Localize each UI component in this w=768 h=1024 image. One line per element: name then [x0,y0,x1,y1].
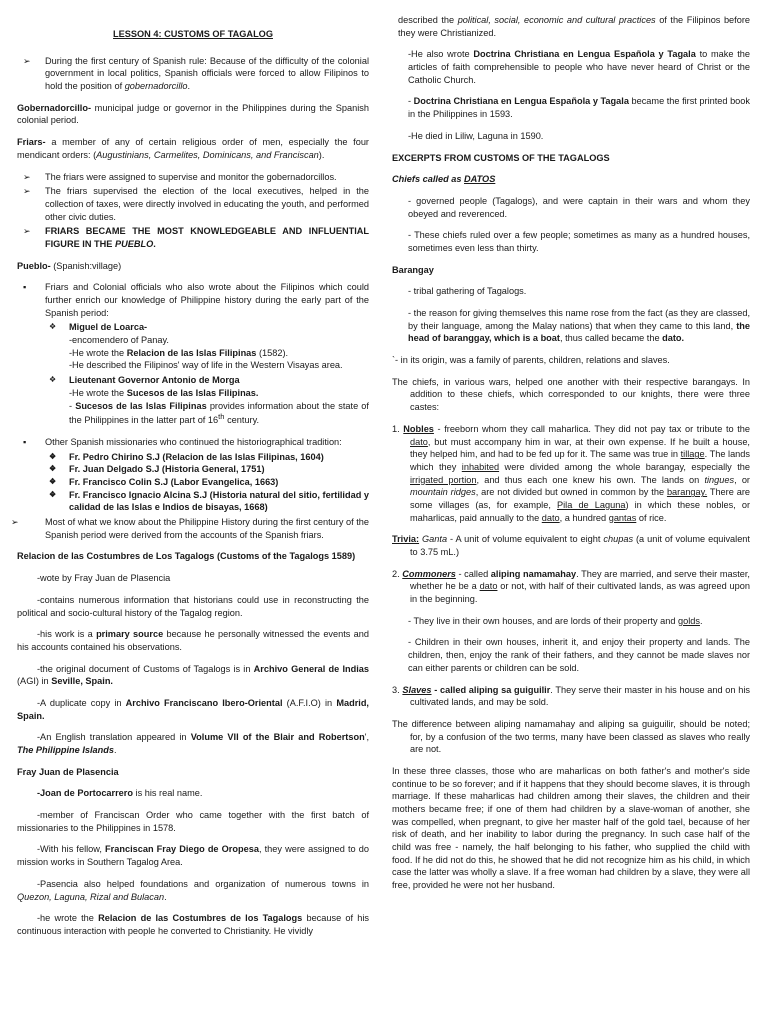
friar-points [17,171,369,251]
difference-paragraph: The difference between aliping namamahay and aliping sa guiguilir, should be noted; for, by a confusion of the two terms, many have been classed as slaves who really are not. [392,718,750,755]
gobernadorcillo-definition: Gobernadorcillo- municipal judge or governor in the Philippines during the Spanish colonial period. [17,102,369,126]
square-bullet-icon: ▪ [23,282,27,293]
chiefs-paragraph: The chiefs, in various wars, helped one another with their respective barangays. In addition to these chiefs, which corresponded to our knights, there were three castes: [392,376,750,413]
diamond-bullet-icon: ❖ [49,322,57,332]
list-item: ▪ Other Spanish missionaries who continued the historiographical tradition: ❖ Fr. Pedro Chirino S.J (Relacion de las Islas Filipinas, 1604) ❖ Fr. Juan Delgado S.J (Historia General, 1751) ❖ Fr. Francisco Colin S.J (Labor Evangelica, 1663) ❖ Fr. Francisco Ignacio Alcina S.J (Historia natural del sitio, fertilidad y calidad de las Islas e Indios de bisayas, 1668) [23,436,369,513]
classes-paragraph: In these three classes, those who are maharlicas on both father's and mother's side continue to be so forever; and if it happens that they should become slaves, it is through marriage. If these maharlicas had children among their slaves, the children and their mothers became free; if one of them had children by a slave-woman of another, she was compelled, when pregnant, to give her master half of the gold tael, because of her risk of death, and her inability to labor during the pregnancy. In such case half of the child was free - namely, the half belonging to his father, who supplied the child with food. If he did not do this, he showed that he did not recognize him as his child, in which case the latter was wholly a slave. If a free woman had children by a slave, they were all free, provided he were not her husband. [392,765,750,891]
diamond-bullet-icon: ❖ [49,464,57,474]
relacion-heading: Relacion de las Costumbres de Los Tagalogs (Customs of the Tagalogs 1589) [17,551,356,562]
barangay-line: - tribal gathering of Tagalogs. [408,286,527,297]
doctrina-line: - Doctrina Christiana en Lengua Española y Tagala became the first printed book in the Philippines in 1593. [408,96,750,120]
writers-list [17,281,369,427]
plasencia-line: -he wrote the Relacion de las Costumbres de los Tagalogs because of his continuous interaction with people he converted to Christianity. He vividly [17,913,369,936]
missionaries-list [17,436,369,514]
plasencia-line: -member of Franciscan Order who came together with the first batch of missionaries to the Philippines in 1578. [17,810,369,833]
continued-paragraph: described the political, social, economic and cultural practices of the Filipinos before they were Christianized. [398,15,750,38]
died-line: -He died in Liliw, Laguna in 1590. [408,130,544,141]
slaves-paragraph: 3. Slaves - called aliping sa guiguilir. They serve their master in his house and on his cultivated lands, and may be sold. [392,684,750,708]
left-column [11,14,370,947]
morga-line: -He wrote the Sucesos de las Islas Filipinas. [69,387,259,398]
arrow-bullet-icon: ➢ [11,517,19,528]
plasencia-heading: Fray Juan de Plasencia [17,766,119,777]
diamond-bullet-icon: ❖ [49,489,57,499]
writers-sublist [45,321,369,334]
excerpts-heading: EXCERPTS FROM CUSTOMS OF THE TAGALOGS [392,152,610,163]
plasencia-line: -With his fellow, Franciscan Fray Diego de Oropesa, they were assigned to do mission works in Southern Tagalog Area. [17,844,369,868]
arrow-bullet-icon: ➢ [23,171,31,182]
commoners-line: - Children in their own houses, inherit it, and enjoy their property and lands. The children, then, enjoy the rank of their fathers, and they cannot be made slaves nor can either parents or children can be sold. [408,637,750,673]
origin-line: `- in its origin, was a family of parents, children, relations and slaves. [392,355,670,366]
list-item: ▪ Friars and Colonial officials who also wrote about the Filipinos which could further enrich our knowledge of Philippine history during the early part of the Spanish period: ❖ Miguel de Loarca- -encomendero of Panay. -He wrote the Relacion de las Islas Filipinas (1582). -He described the Filipinos' way of life in the Western Visayas area. ❖ Lieutenant Governor Antonio de Morga -He wrote the Sucesos de las Islas Filipinas. - Sucesos de las Islas Filipinas provides information about the state of the Philippines in the latter part of 16th century. [23,282,369,426]
diamond-bullet-icon: ❖ [49,375,57,385]
writers-sublist [45,374,369,387]
arrow-bullet-icon: ➢ [23,186,31,197]
right-column [392,14,750,901]
relacion-line: -contains numerous information that historians could use in reconstructing the political and socio-cultural history of the Tagalog region. [17,594,369,618]
datos-line: - These chiefs ruled over a few people; sometimes as many as a hundred houses, sometimes even less than thirty. [408,230,750,253]
plasencia-line: -Pasencia also helped foundations and organization of numerous towns in Quezon, Laguna, Rizal and Bulacan. [17,878,369,902]
commoners-line: - They live in their own houses, and are lords of their property and golds. [408,615,703,626]
loarca-line: -encomendero of Panay. [69,335,169,346]
datos-line: - governed people (Tagalogs), and were captain in their wars and whom they obeyed and reverenced. [408,195,750,219]
relacion-line: -his work is a primary source because he personally witnessed the events and his accounts contained his observations. [17,629,369,652]
list-item: ➢ The friars supervised the election of the local executives, helped in the collection of taxes, were directly involved in educating the youth, and performed other civic duties. [23,186,369,222]
loarca-line: -He described the Filipinos' way of life in the Western Visayas area. [69,360,343,371]
barangay-line: - the reason for giving themselves this name rose from the fact (as they are classed, by their language, among the Malay nations) that when they came to this land, the head of baranggay, which is a boat, thus called became the dato. [408,308,750,344]
datos-heading: Chiefs called as DATOS [392,174,496,185]
commoners-paragraph: 2. Commoners - called aliping namamahay. They are married, and serve their master, whether he be a dato or not, with half of their cultivated lands, as was agreed upon in the beginning. [392,568,750,605]
relacion-line: -An English translation appeared in Volume VII of the Blair and Robertson', The Philippine Islands. [17,732,370,755]
list-item: ❖ Fr. Pedro Chirino S.J (Relacion de las Islas Filipinas, 1604) [49,451,324,462]
missionaries-sublist [45,451,369,514]
friars-definition: Friars- a member of any of certain religious order of men, especially the four mendicant orders: (Augustinians, Carmelites, Dominicans, and Franciscan). [17,137,369,160]
list-item: ➢ Most of what we know about the Philippine History during the first century of the Spanish period were derived from the accounts of the Spanish friars. [11,517,369,540]
barangay-heading: Barangay [392,264,434,275]
list-item: ❖ Lieutenant Governor Antonio de Morga [49,375,240,386]
doctrina-line: -He also wrote Doctrina Christiana en Lengua Española y Tagala to make the articles of faith comprehensible to people who have never heard of Christ or the Catholic Church. [408,49,750,85]
list-item: ❖ Fr. Francisco Ignacio Alcina S.J (Historia natural del sitio, fertilidad y calidad de las Islas e Indios de bisayas, 1668) [49,489,369,513]
lesson-title: LESSON 4: CUSTOMS OF TAGALOG [113,29,273,39]
loarca-line: -He wrote the Relacion de las Islas Filipinas (1582). [69,347,289,358]
diamond-bullet-icon: ❖ [49,477,57,486]
list-item: ➢ FRIARS BECAME THE MOST KNOWLEDGEABLE AND INFLUENTIAL FIGURE IN THE PUEBLO. [23,226,369,249]
list-item: ❖ Fr. Juan Delgado S.J (Historia General, 1751) [49,464,265,475]
plasencia-line: -Joan de Portocarrero is his real name. [37,788,203,799]
most-list [11,516,369,541]
arrow-bullet-icon: ➢ [23,55,31,66]
intro-item: ➢ During the first century of Spanish rule: Because of the difficulty of the colonial government in local politics, Spanish officials were forced to allow Filipinos to hold the position of gobernadorcillo. [23,55,369,92]
diamond-bullet-icon: ❖ [49,451,57,461]
list-item: ➢ The friars were assigned to supervise and monitor the gobernadorcillos. [23,171,337,182]
intro-list [17,55,369,93]
relacion-line: -the original document of Customs of Tagalogs is in Archivo General de Indias (AGI) in Seville, Spain. [17,663,369,687]
pueblo-definition: Pueblo- (Spanish:village) [17,260,122,271]
morga-line: - Sucesos de las Islas Filipinas provides information about the state of the Philippines in the latter part of 16th century. [69,400,369,426]
nobles-paragraph: 1. Nobles - freeborn whom they call maharlica. They did not pay tax or tribute to the dato, but must accompany him in war, at their own expense. If he built a house, they helped him, and had to be fed up for it. The same was true in tillage. The lands which they inhabited were divided among the whole barangay, especially the irrigated portion, and thus each one knew his own. The lands on tingues, or mountain ridges, are not divided but owned in common by the barangay. There are some villages (as, for example, Pila de Laguna) in which these nobles, or maharlicas, paid annually to the dato, a hundred gantas of rice. [392,423,751,523]
trivia-line: Trivia: Ganta - A unit of volume equivalent to eight chupas (a unit of volume equivalent to 3.75 mL.) [392,534,750,557]
list-item: ❖ Fr. Francisco Colin S.J (Labor Evangelica, 1663) [49,477,279,487]
square-bullet-icon: ▪ [23,436,27,447]
relacion-line: -wote by Fray Juan de Plasencia [37,573,171,584]
arrow-bullet-icon: ➢ [23,226,31,237]
relacion-line: -A duplicate copy in Archivo Franciscano Ibero-Oriental (A.F.I.O) in Madrid, Spain. [17,697,369,721]
list-item: ❖ Miguel de Loarca- [49,322,148,333]
